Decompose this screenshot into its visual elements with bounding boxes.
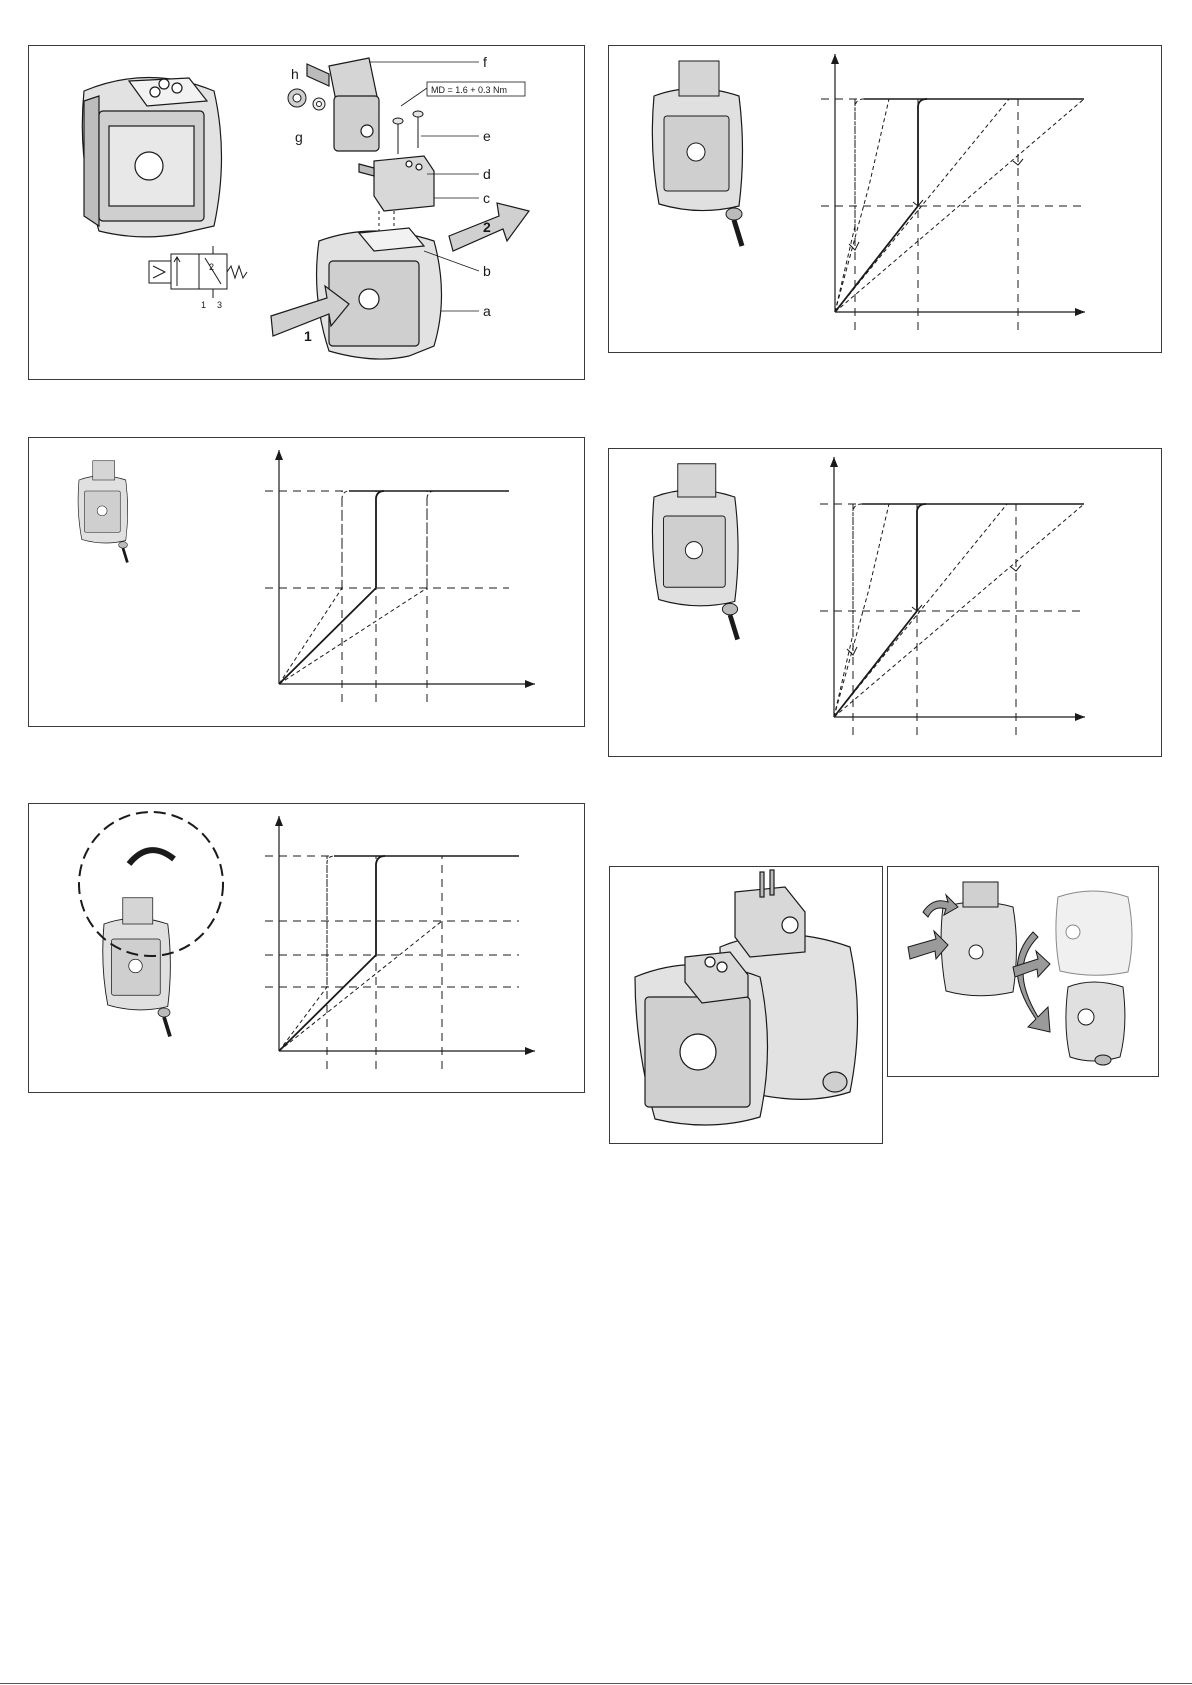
thumb-port [97, 506, 107, 516]
rotate-module-panel [887, 866, 1159, 1077]
dashed-curve [279, 856, 334, 1051]
valve-body-icon [635, 870, 858, 1125]
valve-body-icon [103, 898, 171, 1037]
rotate-arrow-icon [129, 850, 174, 864]
x-axis-arrow [525, 680, 535, 688]
adjust-screwdriver-icon [722, 603, 737, 639]
assembly-panel [28, 45, 585, 380]
module-pair-panel [609, 866, 883, 1144]
outlet-arrow-label: 2 [483, 219, 491, 235]
x-axis-arrow [525, 1047, 535, 1055]
thumb-coil [123, 898, 153, 924]
screwdriver [123, 548, 127, 562]
y-axis-arrow [830, 457, 838, 467]
thumb-port [685, 542, 702, 559]
valve-body-icon [652, 61, 742, 246]
screw-head [722, 603, 737, 614]
label-d: d [483, 166, 491, 182]
adjust-screwdriver-icon [158, 1008, 170, 1037]
rotate-arc [129, 850, 174, 864]
x-axis-arrow [1075, 308, 1085, 316]
symbol-port-2: 2 [209, 262, 215, 272]
footer-rule [0, 1683, 1192, 1684]
label-a: a [483, 303, 491, 319]
valve-body-icon [941, 882, 1132, 1065]
valve-body-icon [82, 78, 221, 237]
chart-svg [29, 804, 586, 1094]
screwdriver [164, 1017, 170, 1037]
chart-panel-d [608, 448, 1162, 757]
chart-panel-b [28, 803, 585, 1093]
chart-panel-a [28, 437, 585, 727]
label-e: e [483, 128, 491, 144]
y-axis-arrow [275, 816, 283, 826]
label-c: c [483, 190, 490, 206]
symbol-port-1: 1 [201, 300, 207, 310]
x-axis-arrow [1075, 713, 1085, 721]
screwdriver [730, 615, 738, 640]
dashed-curve [279, 921, 442, 1051]
screw-head [119, 542, 128, 549]
label-b: b [483, 263, 491, 279]
inlet-arrow-label: 1 [304, 328, 312, 344]
assembly-drawing [29, 46, 586, 381]
rotate-module-drawing [888, 867, 1160, 1078]
pneumatic-symbol-icon [149, 246, 247, 298]
valve-body-icon [652, 464, 738, 640]
label-g: g [295, 129, 303, 145]
thumb-coil [679, 61, 719, 96]
screw-icon [393, 111, 423, 154]
thumb-coil [678, 464, 716, 497]
screwdriver [734, 220, 742, 246]
y-axis-arrow [275, 450, 283, 460]
adjust-screwdriver-icon [119, 542, 128, 563]
solid-curve [279, 856, 385, 1051]
chart-svg [609, 46, 1163, 354]
torque-value: MD = 1.6 + 0.3 Nm [431, 85, 508, 95]
screw-head [158, 1008, 170, 1017]
screw-head [726, 208, 742, 220]
valve-body-icon [78, 461, 128, 563]
module-pair-drawing [610, 867, 884, 1145]
pilot-valve-icon [359, 156, 434, 211]
chart-svg [609, 449, 1163, 758]
chart-svg [29, 438, 586, 728]
chart-panel-c [608, 45, 1162, 353]
thumb-coil [93, 461, 115, 480]
label-h: h [291, 66, 299, 82]
adjust-screwdriver-icon [726, 208, 742, 246]
label-f: f [483, 54, 487, 70]
thumb-port [687, 143, 705, 161]
symbol-port-3: 3 [217, 300, 223, 310]
seal-ring-icon [288, 89, 325, 110]
y-axis-arrow [831, 54, 839, 64]
thumb-port [129, 959, 143, 973]
